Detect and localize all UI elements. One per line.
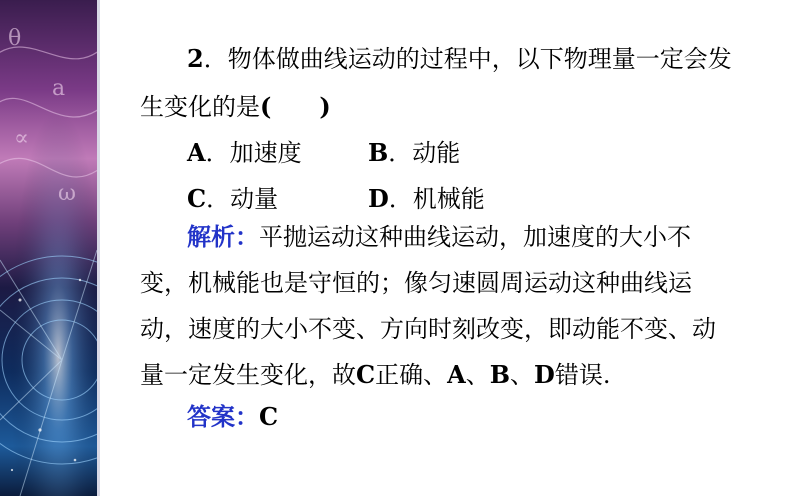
option-b	[368, 138, 549, 168]
divider	[97, 0, 100, 496]
options-row-1	[187, 138, 549, 168]
svg-text:a: a	[52, 76, 66, 101]
analysis-text-4a: 量一定发生变化，故	[140, 361, 356, 389]
analysis-text-4b: 正确、	[375, 361, 448, 389]
answer-line	[187, 402, 278, 432]
analysis-line-3	[140, 314, 716, 344]
analysis-line-1	[187, 222, 691, 252]
analysis-wrong-d: D	[534, 360, 555, 389]
option-c-text: ．动量	[206, 185, 279, 213]
answer-blank: ( )	[260, 92, 331, 121]
option-a	[187, 138, 368, 168]
option-b-letter: B	[368, 138, 389, 167]
option-d	[368, 184, 549, 214]
option-a-letter: A	[187, 138, 206, 167]
analysis-sep-1: 、	[465, 361, 490, 389]
question-line-1	[187, 44, 732, 74]
question-number: 2	[187, 44, 204, 73]
options-row-2	[187, 184, 549, 214]
question-line-2	[140, 92, 331, 122]
analysis-text-1: 平抛运动这种曲线运动，加速度的大小不	[259, 223, 691, 251]
analysis-line-4	[140, 360, 610, 390]
analysis-label: 解析：	[187, 222, 259, 251]
analysis-sep-2: 、	[510, 361, 535, 389]
analysis-correct-letter: C	[356, 360, 376, 389]
svg-text:ω: ω	[58, 181, 76, 206]
analysis-text-4-end: 错误.	[554, 361, 611, 389]
option-c-letter: C	[187, 184, 207, 213]
decorative-side-image	[0, 0, 97, 496]
analysis-wrong-b: B	[489, 360, 511, 389]
answer-label: 答案：	[187, 402, 259, 431]
analysis-line-2	[140, 268, 692, 298]
option-c	[187, 184, 368, 214]
option-d-letter: D	[368, 184, 389, 213]
analysis-text-2: 变，机械能也是守恒的；像匀速圆周运动这种曲线运	[140, 269, 692, 297]
analysis-wrong-a: A	[447, 360, 466, 389]
question-text-2: 生变化的是	[140, 93, 260, 121]
analysis-text-3: 动，速度的大小不变、方向时刻改变，即动能不变、动	[140, 315, 716, 343]
question-text-1: ．物体做曲线运动的过程中，以下物理量一定会发	[203, 45, 732, 73]
option-b-text: ．动能	[388, 139, 461, 167]
svg-text:θ: θ	[8, 26, 22, 51]
option-a-text: ．加速度	[205, 139, 302, 167]
svg-text:∝: ∝	[14, 126, 29, 151]
option-d-text: ．机械能	[388, 185, 485, 213]
answer-value: C	[259, 402, 279, 431]
